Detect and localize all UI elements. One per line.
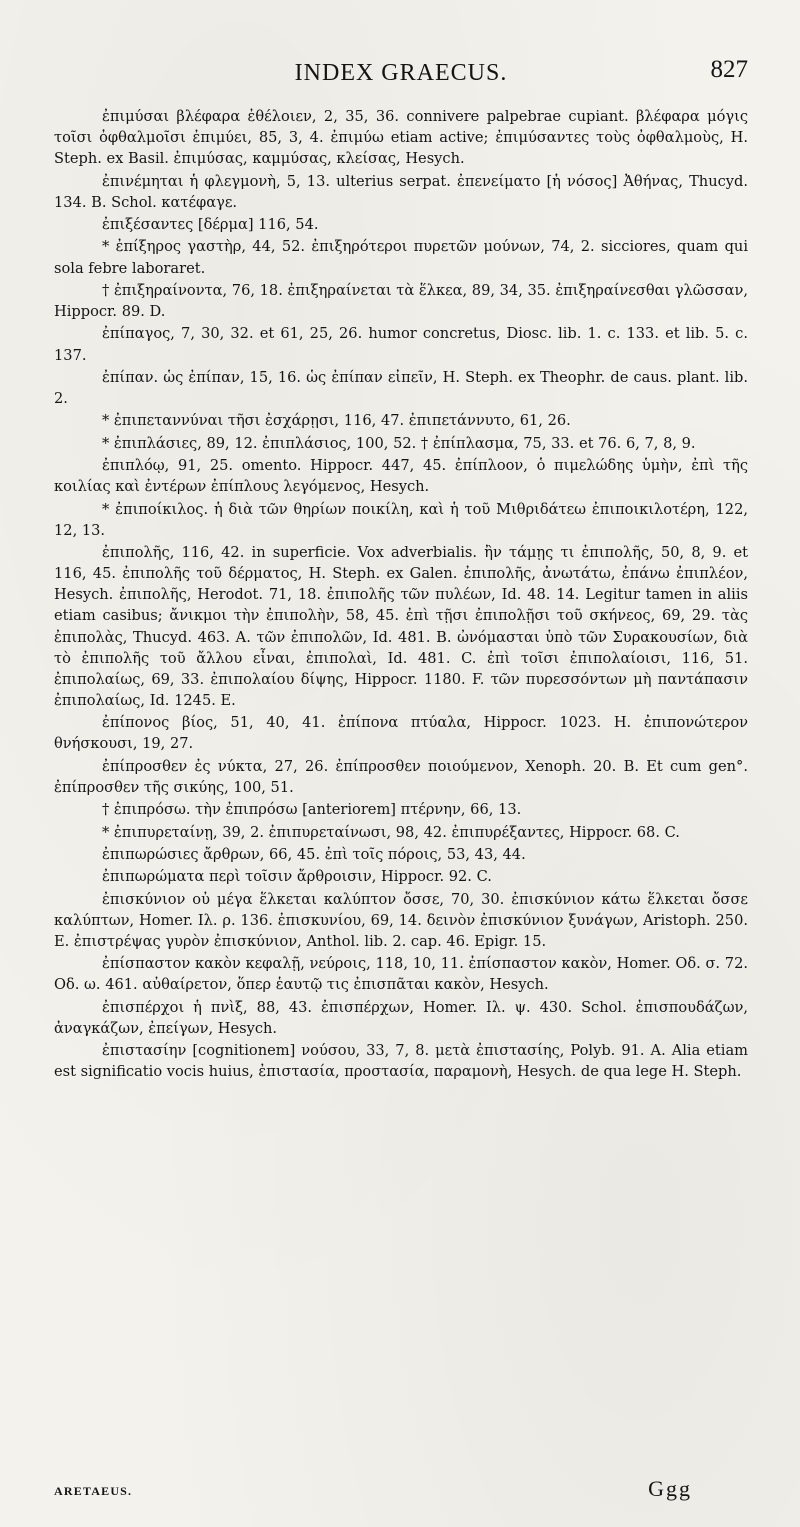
index-entry: * ἐπιπλάσιες, 89, 12. ἐπιπλάσιος, 100, 52. † ἐπίπλασμα, 75, 33. et 76. 6, 7, 8, 9. (102, 434, 696, 452)
index-entry: ἐπιξέσαντες [δέρμα] 116, 54. (102, 216, 319, 234)
index-entry: ἐπίπαγος, 7, 30, 32. et 61, 25, 26. humor concretus, Diosc. lib. 1. c. 133. et lib. 5. c. 137. (54, 325, 748, 364)
index-entry: ἐπιπωρώματα περὶ τοῖσιν ἄρθροισιν, Hippocr. 92. C. (102, 868, 492, 886)
index-entry: ἐπίπαν. ὡς ἐπίπαν, 15, 16. ὡς ἐπίπαν εἰπεῖν, H. Steph. ex Theophr. de caus. plant. lib. 2. (54, 368, 748, 407)
index-entry: ἐπίπροσθεν ἐς νύκτα, 27, 26. ἐπίπροσθεν ποιούμενον, Xenoph. 20. B. Et cum gen°. ἐπίπροσθεν τῆς σικύης, 100, 51. (54, 757, 748, 796)
index-entry: * ἐπιπυρεταίνῃ, 39, 2. ἐπιπυρεταίνωσι, 98, 42. ἐπιπυρέξαντες, Hippocr. 68. C. (102, 823, 680, 841)
index-entry: ἐπισπέρχοι ἡ πνὶξ, 88, 43. ἐπισπέρχων, Homer. Ιλ. ψ. 430. Schol. ἐπισπουδάζων, ἀναγκάζων, ἐπείγων, Hesych. (54, 998, 748, 1037)
index-entry: * ἐπιποίκιλος. ἡ διὰ τῶν θηρίων ποικίλη, καὶ ἡ τοῦ Μιθριδάτεω ἐπιποικιλοτέρη, 122, 12, 13. (54, 500, 748, 539)
index-entry: ἐπιπλόῳ, 91, 25. omento. Hippocr. 447, 45. ἐπίπλοον, ὁ πιμελώδης ὑμὴν, ἐπὶ τῆς κοιλίας καὶ ἐντέρων ἐπίπλους λεγόμενος, Hesych. (54, 457, 748, 496)
running-header (54, 52, 748, 96)
index-entry: * ἐπίξηρος γαστὴρ, 44, 52. ἐπιξηρότεροι πυρετῶν μούνων, 74, 2. sicciores, quam qui sola febre laboraret. (54, 238, 748, 277)
index-entry: ἐπιμύσαι βλέφαρα ἐθέλοιεν, 2, 35, 36. connivere palpebrae cupiant. βλέφαρα μόγις τοῖσι ὀφθαλμοῖσι ἐπιμύει, 85, 3, 4. ἐπιμύω etiam active; ἐπιμύσαντες τοὺς ὀφθαλμοὺς, H. Steph. ex Basil. ἐπιμύσας, καμμύσας, κλείσας, Hesych. (54, 108, 748, 168)
index-entries (54, 106, 748, 1082)
index-entry: † ἐπιξηραίνοντα, 76, 18. ἐπιξηραίνεται τὰ ἕλκεα, 89, 34, 35. ἐπιξηραίνεσθαι γλῶσσαν, Hippocr. 89. D. (54, 281, 748, 321)
index-entry: ἐπιστασίην [cognitionem] νούσου, 33, 7, 8. μετὰ ἐπιστασίης, Polyb. 91. A. Alia etiam est significatio vocis huius, ἐπιστασία, προστασία, παραμονὴ, Hesych. de qua lege H. Steph. (54, 1042, 748, 1081)
index-entry: ἐπιπολῆς, 116, 42. in superficie. Vox adverbialis. ἢν τάμῃς τι ἐπιπολῆς, 50, 8, 9. et 116, 45. ἐπιπολῆς τοῦ δέρματος, H. Steph. ex Galen. ἐπιπολῆς, ἀνωτάτω, ἐπάνω ἐπιπλέον, Hesych. ἐπιπολῆς, Herodot. 71, 18. ἐπιπολῆς τῶν πυλέων, Id. 48. 14. Legitur tamen in aliis etiam casibus; ἄνικμοι τὴν ἐπιπολὴν, 58, 45. ἐπὶ τῇσι ἐπιπολῇσι τοῦ σκήνεος, 69, 29. τὰς ἐπιπολὰς, Thucyd. 463. A. τῶν ἐπιπολῶν, Id. 481. B. ὠνόμασται ὑπὸ τῶν Συρακουσίων, διὰ τὸ ἐπιπολῆς τοῦ ἄλλου εἶναι, ἐπιπολαὶ, Id. 481. C. ἐπὶ τοῖσι ἐπιπολαίοισι, 116, 51. ἐπιπολαίως, 69, 33. ἐπιπολαίου δίψης, Hippocr. 1180. F. τῶν πυρεσσόντων μὴ παντάπασιν ἐπιπολαίως, Id. 1245. E. (54, 544, 748, 709)
footer-catchword: ARETAEUS. (54, 1484, 133, 1498)
index-entry: ἐπιπωρώσιες ἄρθρων, 66, 45. ἐπὶ τοῖς πόροις, 53, 43, 44. (102, 845, 526, 863)
page-number: 827 (710, 56, 748, 83)
signature-mark: Ggg (648, 1476, 692, 1501)
index-entry: ἐπισκύνιον οὐ μέγα ἕλκεται καλύπτον ὄσσε, 70, 30. ἐπισκύνιον κάτω ἕλκεται ὄσσε καλύπτων, Homer. Ιλ. ρ. 136. ἐπισκυνίου, 69, 14. δεινὸν ἐπισκύνιον ξυνάγων, Aristoph. 250. E. ἐπιστρέψας γυρὸν ἐπισκύνιον, Anthol. lib. 2. cap. 46. Epigr. 15. (54, 890, 748, 950)
index-entry: ἐπίπονος βίος, 51, 40, 41. ἐπίπονα πτύαλα, Hippocr. 1023. H. ἐπιπονώτερον θνήσκουσι, 19, 27. (54, 714, 748, 753)
index-entry: ἐπίσπαστον κακὸν κεφαλῇ, νεύροις, 118, 10, 11. ἐπίσπαστον κακὸν, Homer. Οδ. σ. 72. Οδ. ω. 461. αὐθαίρετον, ὅπερ ἑαυτῷ τις ἐπισπᾶται κακὸν, Hesych. (54, 955, 748, 994)
index-entry: ἐπινέμηται ἡ φλεγμονὴ, 5, 13. ulterius serpat. ἐπενείματο [ἡ νόσος] Ἀθήνας, Thucyd. 134. B. Schol. κατέφαγε. (54, 172, 748, 211)
index-entry: * ἐπιπεταννύναι τῆσι ἐσχάρῃσι, 116, 47. ἐπιπετάννυτο, 61, 26. (102, 412, 571, 430)
index-entry: † ἐπιπρόσω. τὴν ἐπιπρόσω [anteriorem] πτέρνην, 66, 13. (102, 801, 522, 819)
header-title: INDEX GRAECUS. (294, 60, 508, 86)
page-footer (54, 1476, 748, 1506)
